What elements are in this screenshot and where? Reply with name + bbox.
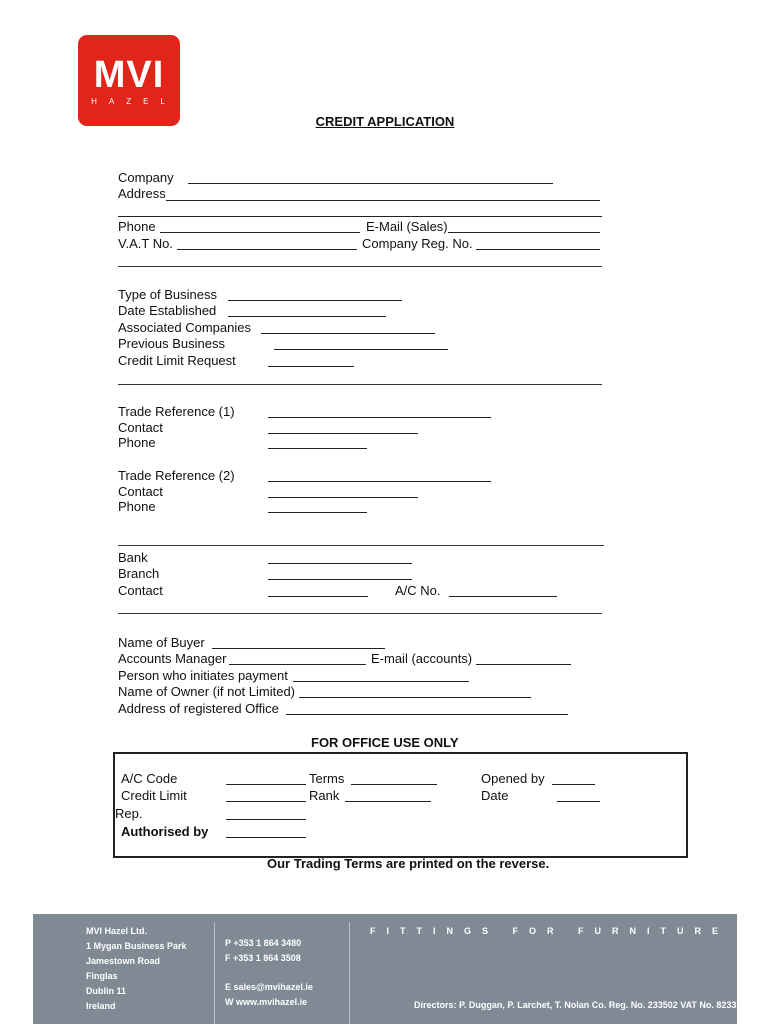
company-field[interactable] <box>188 183 553 184</box>
reg-office-field[interactable] <box>286 714 568 715</box>
credit-limit-field[interactable] <box>268 366 354 367</box>
ac-no-label: A/C No. <box>395 583 441 598</box>
trade-ref-2-phone-label: Phone <box>118 499 156 514</box>
email-sales-field[interactable] <box>448 232 600 233</box>
ac-code-label: A/C Code <box>121 771 178 786</box>
office-credit-limit-label: Credit Limit <box>121 788 187 803</box>
bank-label: Bank <box>118 550 148 565</box>
section-divider <box>118 384 602 385</box>
trade-ref-1-field[interactable] <box>268 417 491 418</box>
footer-directors: Directors: P. Duggan, P. Larchet, T. Nolan Co. Reg. No. 233502 VAT No. 8233502T <box>414 1000 757 1010</box>
buyer-label: Name of Buyer <box>118 635 205 650</box>
trade-ref-1-contact-label: Contact <box>118 420 163 435</box>
footer-address-line: 1 Mygan Business Park <box>86 941 187 951</box>
terms-field[interactable] <box>351 784 437 785</box>
branch-label: Branch <box>118 566 160 581</box>
business-type-field[interactable] <box>228 300 402 301</box>
footer-address-line: Jamestown Road <box>86 956 161 966</box>
rep-label: Rep. <box>115 806 143 821</box>
trade-ref-2-label: Trade Reference (2) <box>118 468 235 483</box>
footer-phone: P +353 1 864 3480 <box>225 938 302 948</box>
associated-companies-label: Associated Companies <box>118 320 251 335</box>
trade-ref-1-contact-field[interactable] <box>268 433 418 434</box>
footer-divider <box>349 922 350 1024</box>
previous-business-label: Previous Business <box>118 336 225 351</box>
terms-label: Terms <box>309 771 345 786</box>
company-reg-label: Company Reg. No. <box>362 236 473 251</box>
trading-terms-note: Our Trading Terms are printed on the reverse. <box>267 856 550 871</box>
payment-person-label: Person who initiates payment <box>118 668 288 683</box>
company-reg-field[interactable] <box>476 249 600 250</box>
logo-sub-text: HAZEL <box>91 97 177 106</box>
phone-label: Phone <box>118 219 156 234</box>
email-accounts-label: E-mail (accounts) <box>371 651 473 666</box>
office-use-heading: FOR OFFICE USE ONLY <box>311 735 459 750</box>
footer-tagline: FITTINGS FOR FURNITURE <box>370 926 729 936</box>
section-divider <box>118 266 602 267</box>
trade-ref-2-contact-field[interactable] <box>268 497 418 498</box>
date-field[interactable] <box>557 801 600 802</box>
email-sales-label: E-Mail (Sales) <box>366 219 448 234</box>
footer-banner <box>33 914 757 1024</box>
buyer-field[interactable] <box>212 648 385 649</box>
address-label: Address <box>118 186 166 201</box>
page-title: CREDIT APPLICATION <box>315 114 455 129</box>
footer-address-line: Finglas <box>86 971 118 981</box>
company-label: Company <box>118 170 174 185</box>
date-established-field[interactable] <box>228 316 386 317</box>
office-use-box <box>113 752 688 858</box>
opened-by-label: Opened by <box>481 771 545 786</box>
reg-office-label: Address of registered Office <box>118 701 279 716</box>
bank-contact-label: Contact <box>118 583 163 598</box>
branch-field[interactable] <box>268 579 412 580</box>
logo-main-text: MVI <box>93 54 165 96</box>
trade-ref-1-label: Trade Reference (1) <box>118 404 235 419</box>
vat-label: V.A.T No. <box>118 236 173 251</box>
business-type-label: Type of Business <box>118 287 217 302</box>
footer-address-line: Ireland <box>86 1001 116 1011</box>
bank-contact-field[interactable] <box>268 596 368 597</box>
address-field[interactable] <box>166 200 600 201</box>
rep-field[interactable] <box>226 819 306 820</box>
associated-companies-field[interactable] <box>261 333 435 334</box>
rank-field[interactable] <box>345 801 431 802</box>
accounts-manager-field[interactable] <box>229 664 366 665</box>
trade-ref-1-phone-field[interactable] <box>268 448 367 449</box>
footer-web-link[interactable]: W www.mvihazel.ie <box>225 997 308 1007</box>
footer-fax: F +353 1 864 3508 <box>225 953 301 963</box>
rank-label: Rank <box>309 788 340 803</box>
bank-field[interactable] <box>268 563 412 564</box>
payment-person-field[interactable] <box>293 681 469 682</box>
credit-limit-label: Credit Limit Request <box>118 353 236 368</box>
opened-by-field[interactable] <box>552 784 595 785</box>
authorised-by-field[interactable] <box>226 837 306 838</box>
date-label: Date <box>481 788 509 803</box>
footer-address-line: Dublin 11 <box>86 986 127 996</box>
trade-ref-1-phone-label: Phone <box>118 435 156 450</box>
company-logo <box>78 35 180 126</box>
address-field-line2[interactable] <box>118 216 602 217</box>
ac-no-field[interactable] <box>449 596 557 597</box>
section-divider <box>118 545 604 546</box>
authorised-by-label: Authorised by <box>121 824 209 839</box>
previous-business-field[interactable] <box>274 349 448 350</box>
owner-field[interactable] <box>299 697 531 698</box>
footer-address <box>86 924 187 1014</box>
phone-field[interactable] <box>160 232 360 233</box>
date-established-label: Date Established <box>118 303 217 318</box>
section-divider <box>118 613 602 614</box>
trade-ref-2-phone-field[interactable] <box>268 512 367 513</box>
footer-contact <box>225 936 313 1010</box>
footer-email-link[interactable]: E sales@mvihazel.ie <box>225 982 313 992</box>
owner-label: Name of Owner (if not Limited) <box>118 684 296 699</box>
email-accounts-field[interactable] <box>476 664 571 665</box>
footer-divider <box>214 922 215 1024</box>
trade-ref-2-field[interactable] <box>268 481 491 482</box>
trade-ref-2-contact-label: Contact <box>118 484 163 499</box>
footer-company-name: MVI Hazel Ltd. <box>86 926 148 936</box>
vat-field[interactable] <box>177 249 357 250</box>
ac-code-field[interactable] <box>226 784 306 785</box>
accounts-manager-label: Accounts Manager <box>118 651 227 666</box>
office-credit-limit-field[interactable] <box>226 801 306 802</box>
